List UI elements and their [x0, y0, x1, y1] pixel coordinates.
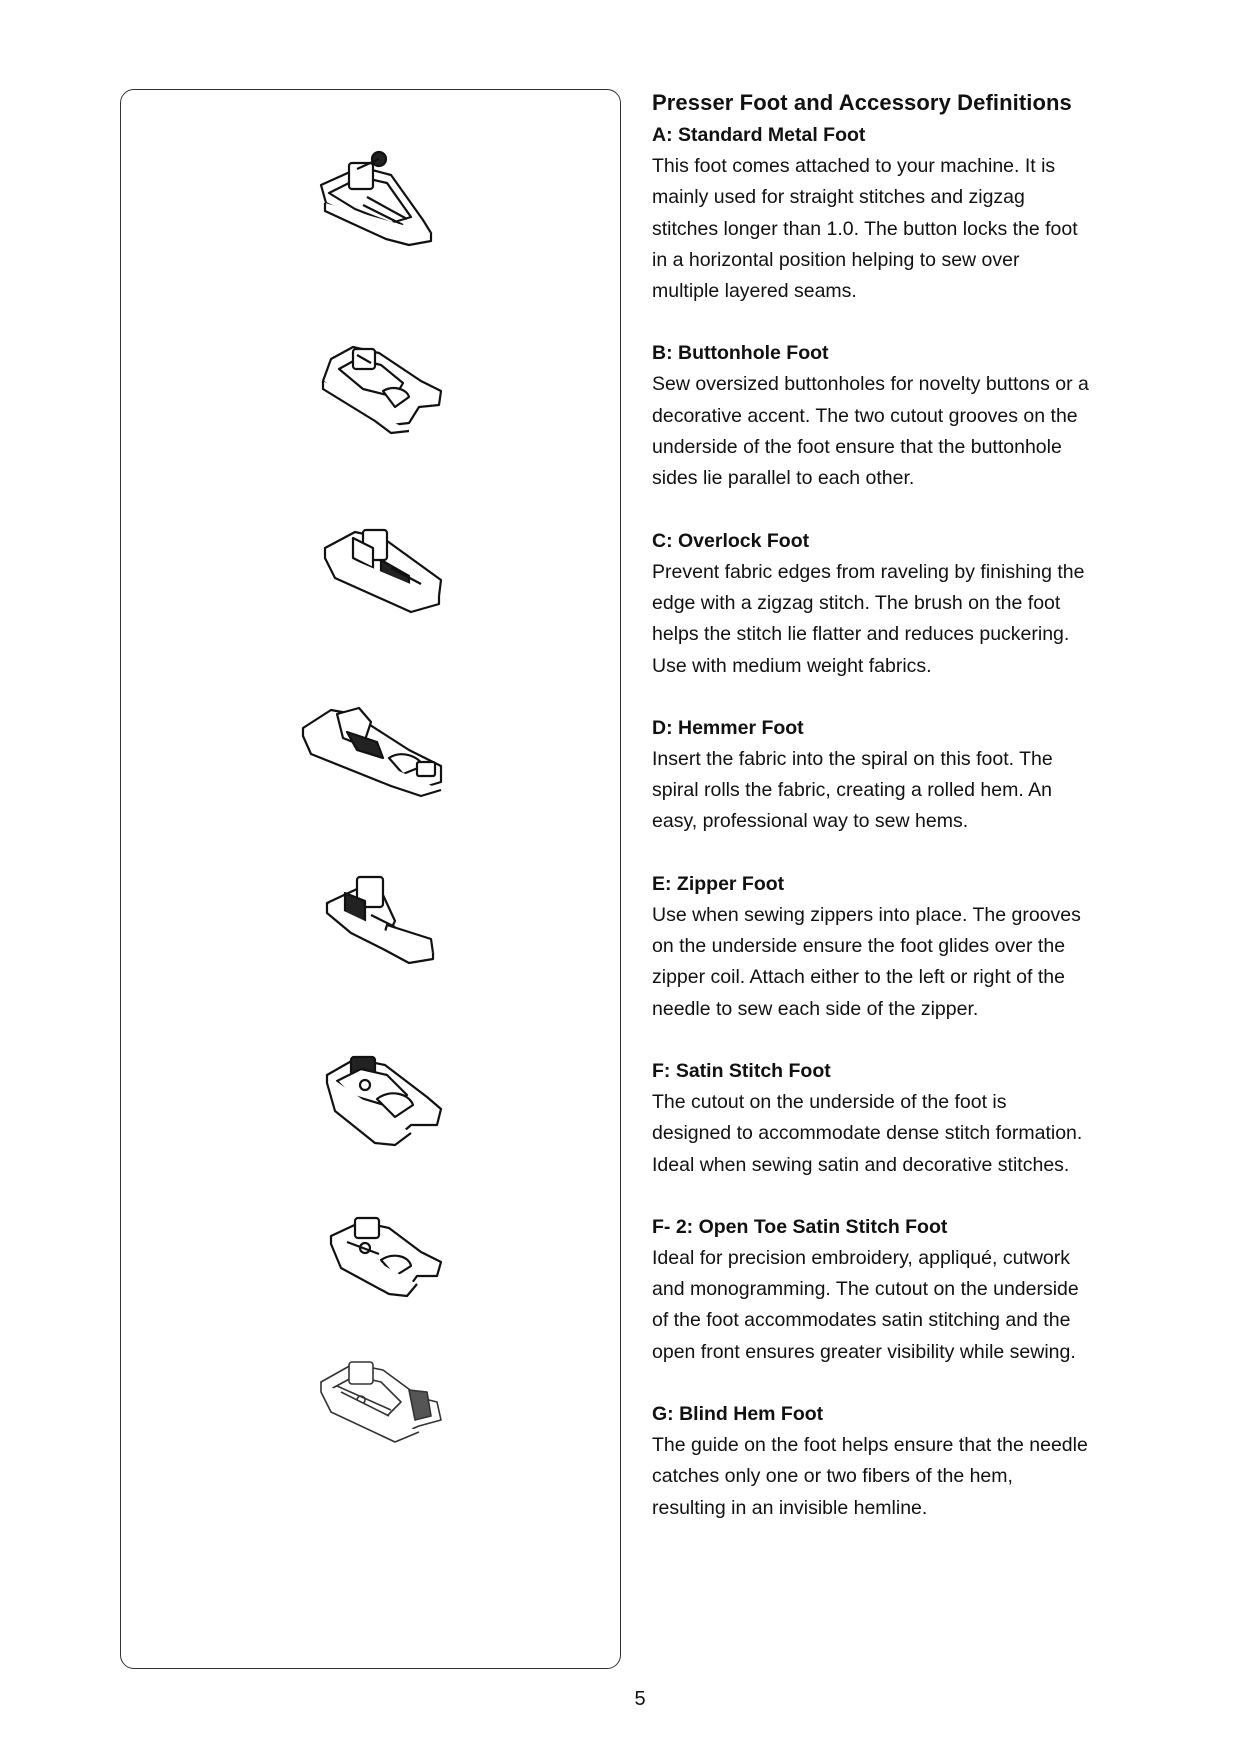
definition-entry [652, 869, 1152, 1025]
figure-hemmer-foot [121, 678, 622, 828]
definition-line: This foot comes attached to your machine. It is [652, 155, 1056, 177]
definition-line: Ideal when sewing satin and decorative stitches. [652, 1153, 1070, 1176]
definition-line: Ideal for precision embroidery, appliqué, cutwork [652, 1246, 1071, 1269]
definition-line: edge with a zigzag stitch. The brush on the foot [652, 591, 1061, 614]
definition-line: Insert the fabric into the spiral on this foot. The [652, 747, 1053, 770]
definition-line: spiral rolls the fabric, creating a rolled hem. An [652, 779, 1052, 802]
blind-hem-foot-icon [291, 1340, 461, 1460]
figure-satin-stitch-foot [121, 1025, 622, 1175]
definition-description [652, 557, 1152, 682]
definition-line: designed to accommodate dense stitch formation. [652, 1122, 1083, 1145]
satin-stitch-foot-icon [291, 1035, 461, 1155]
definition-entry [652, 526, 1152, 682]
definition-name: A: Standard Metal Foot [652, 124, 866, 146]
definition-entry [652, 1212, 1152, 1368]
definition-description [652, 369, 1152, 494]
definition-entry [652, 120, 1152, 307]
page-title: Presser Foot and Accessory Definitions [652, 90, 1072, 115]
overlock-foot-icon [291, 508, 461, 628]
definition-line: underside of the foot ensure that the buttonhole [652, 436, 1062, 459]
figure-zipper-foot [121, 845, 622, 995]
figure-standard-metal-foot [121, 135, 622, 285]
definition-name: F- 2: Open Toe Satin Stitch Foot [652, 1215, 948, 1238]
definition-description [652, 1430, 1152, 1524]
definition-line: of the foot accommodates satin stitching and the [652, 1309, 1071, 1332]
definition-line: Prevent fabric edges from raveling by finishing the [652, 560, 1085, 583]
definition-description [652, 900, 1152, 1025]
definitions-list [652, 120, 1152, 1524]
definition-entry [652, 1399, 1152, 1524]
definition-line: zipper coil. Attach either to the left or right of the [652, 966, 1065, 989]
definition-entry [652, 338, 1152, 494]
definition-line: The cutout on the underside of the foot is [652, 1090, 1007, 1113]
definition-line: stitches longer than 1.0. The button locks the foot [652, 217, 1078, 240]
definition-line: Use with medium weight fabrics. [652, 654, 932, 677]
definition-line: needle to sew each side of the zipper. [652, 997, 979, 1020]
definition-name: G: Blind Hem Foot [652, 1403, 824, 1426]
open-toe-satin-stitch-foot-icon [291, 1190, 461, 1310]
definition-line: Sew oversized buttonholes for novelty buttons or a [652, 373, 1089, 396]
definition-description [652, 1243, 1152, 1368]
buttonhole-foot-icon [291, 325, 461, 445]
definitions-column [652, 86, 1152, 1555]
figure-buttonhole-foot [121, 315, 622, 465]
definition-line: and monogramming. The cutout on the underside [652, 1278, 1079, 1301]
definition-line: easy, professional way to sew hems. [652, 810, 969, 833]
definition-line: multiple layered seams. [652, 280, 857, 303]
definition-line: on the underside ensure the foot glides over the [652, 935, 1066, 958]
definition-line: resulting in an invisible hemline. [652, 1496, 928, 1519]
definition-description [652, 151, 1152, 307]
definition-description [652, 1087, 1152, 1181]
definition-line: mainly used for straight stitches and zigzag [652, 186, 1025, 209]
zipper-foot-icon [291, 855, 461, 975]
definition-line: catches only one or two fibers of the hem, [652, 1465, 1013, 1488]
figure-open-toe-satin-stitch-foot [121, 1180, 622, 1330]
standard-metal-foot-icon [291, 145, 461, 265]
definition-entry [652, 713, 1152, 838]
definition-line: in a horizontal position helping to sew over [652, 248, 1020, 271]
definition-line: helps the stitch lie flatter and reduces puckering. [652, 623, 1070, 646]
definition-name: D: Hemmer Foot [652, 716, 804, 739]
definition-description [652, 744, 1152, 838]
definition-line: open front ensures greater visibility while sewing. [652, 1340, 1076, 1363]
hemmer-foot-icon [291, 688, 461, 808]
definition-line: decorative accent. The two cutout grooves on the [652, 404, 1078, 427]
definition-line: The guide on the foot helps ensure that the needle [652, 1434, 1088, 1457]
definition-name: F: Satin Stitch Foot [652, 1059, 831, 1082]
definition-line: Use when sewing zippers into place. The grooves [652, 903, 1081, 926]
definition-entry [652, 1056, 1152, 1181]
definition-name: C: Overlock Foot [652, 529, 810, 552]
definition-name: E: Zipper Foot [652, 872, 785, 895]
definition-line: sides lie parallel to each other. [652, 467, 915, 490]
definition-name: B: Buttonhole Foot [652, 342, 829, 365]
figure-overlock-foot [121, 498, 622, 648]
page-number: 5 [634, 1688, 646, 1710]
figure-blind-hem-foot [121, 1330, 622, 1480]
illustration-panel [120, 89, 621, 1669]
